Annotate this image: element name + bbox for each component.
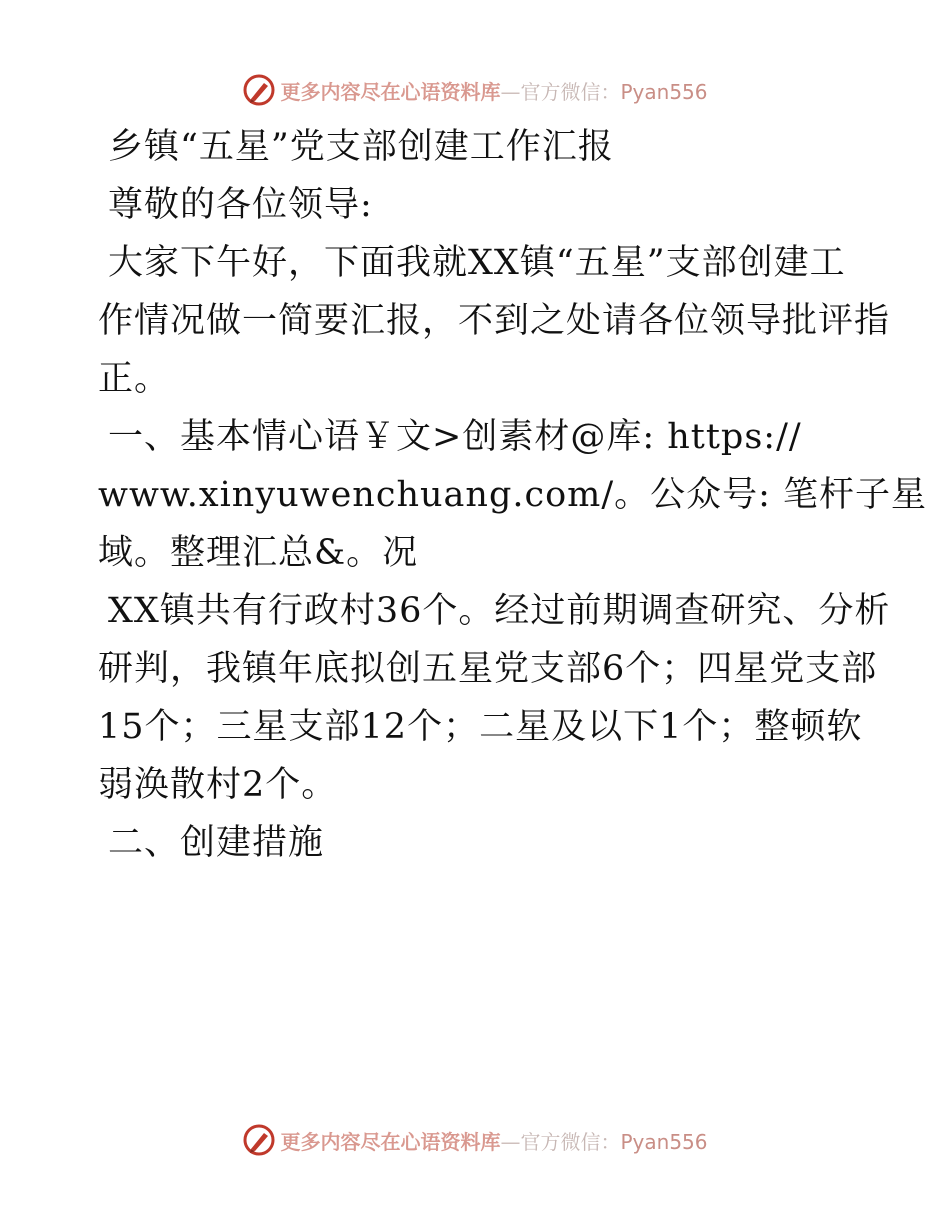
paragraph-line: 弱涣散村2个。 — [98, 765, 338, 805]
watermark-id: Pyan556 — [620, 1129, 708, 1154]
watermark-brand: 更多内容尽在心语资料库 — [280, 1129, 501, 1154]
paragraph-line: www.xinyuwenchuang.com/。公众号: 笔杆子星 — [98, 475, 928, 515]
paragraph-line: 大家下午好，下面我就XX镇“五星”支部创建工 — [108, 243, 846, 283]
paragraph-line: 作情况做一简要汇报，不到之处请各位领导批评指 — [98, 301, 891, 341]
watermark-brand: 更多内容尽在心语资料库 — [280, 79, 501, 104]
watermark-text — [280, 76, 707, 105]
pen-logo-icon — [242, 73, 276, 107]
section-heading-measures: 二、创建措施 — [108, 823, 325, 863]
watermark-separator: — — [500, 79, 521, 104]
paragraph-line: 一、基本情心语￥文>创素材@库: https:// — [108, 417, 802, 457]
paragraph-stats — [98, 582, 891, 814]
watermark-text — [280, 1126, 707, 1155]
paragraph-intro — [98, 234, 891, 408]
header-watermark — [0, 70, 950, 110]
salutation: 尊敬的各位领导: — [108, 185, 373, 225]
paragraph-line: 研判，我镇年底拟创五星党支部6个；四星党支部 — [98, 649, 878, 689]
watermark-label: 官方微信： — [520, 1129, 621, 1154]
watermark-separator: — — [500, 1129, 521, 1154]
paragraph-line: 正。 — [98, 359, 171, 399]
footer-watermark — [0, 1120, 950, 1160]
document-body — [98, 118, 928, 872]
watermark-id: Pyan556 — [620, 79, 708, 104]
section-heading-basic — [98, 408, 928, 582]
watermark-label: 官方微信： — [520, 79, 621, 104]
pen-logo-icon — [242, 1123, 276, 1157]
paragraph-line: 域。整理汇总&。况 — [98, 533, 419, 573]
paragraph-line: XX镇共有行政村36个。经过前期调查研究、分析 — [108, 591, 891, 631]
paragraph-line: 15个；三星支部12个；二星及以下1个；整顿软 — [98, 707, 863, 747]
document-title: 乡镇“五星”党支部创建工作汇报 — [108, 127, 614, 167]
